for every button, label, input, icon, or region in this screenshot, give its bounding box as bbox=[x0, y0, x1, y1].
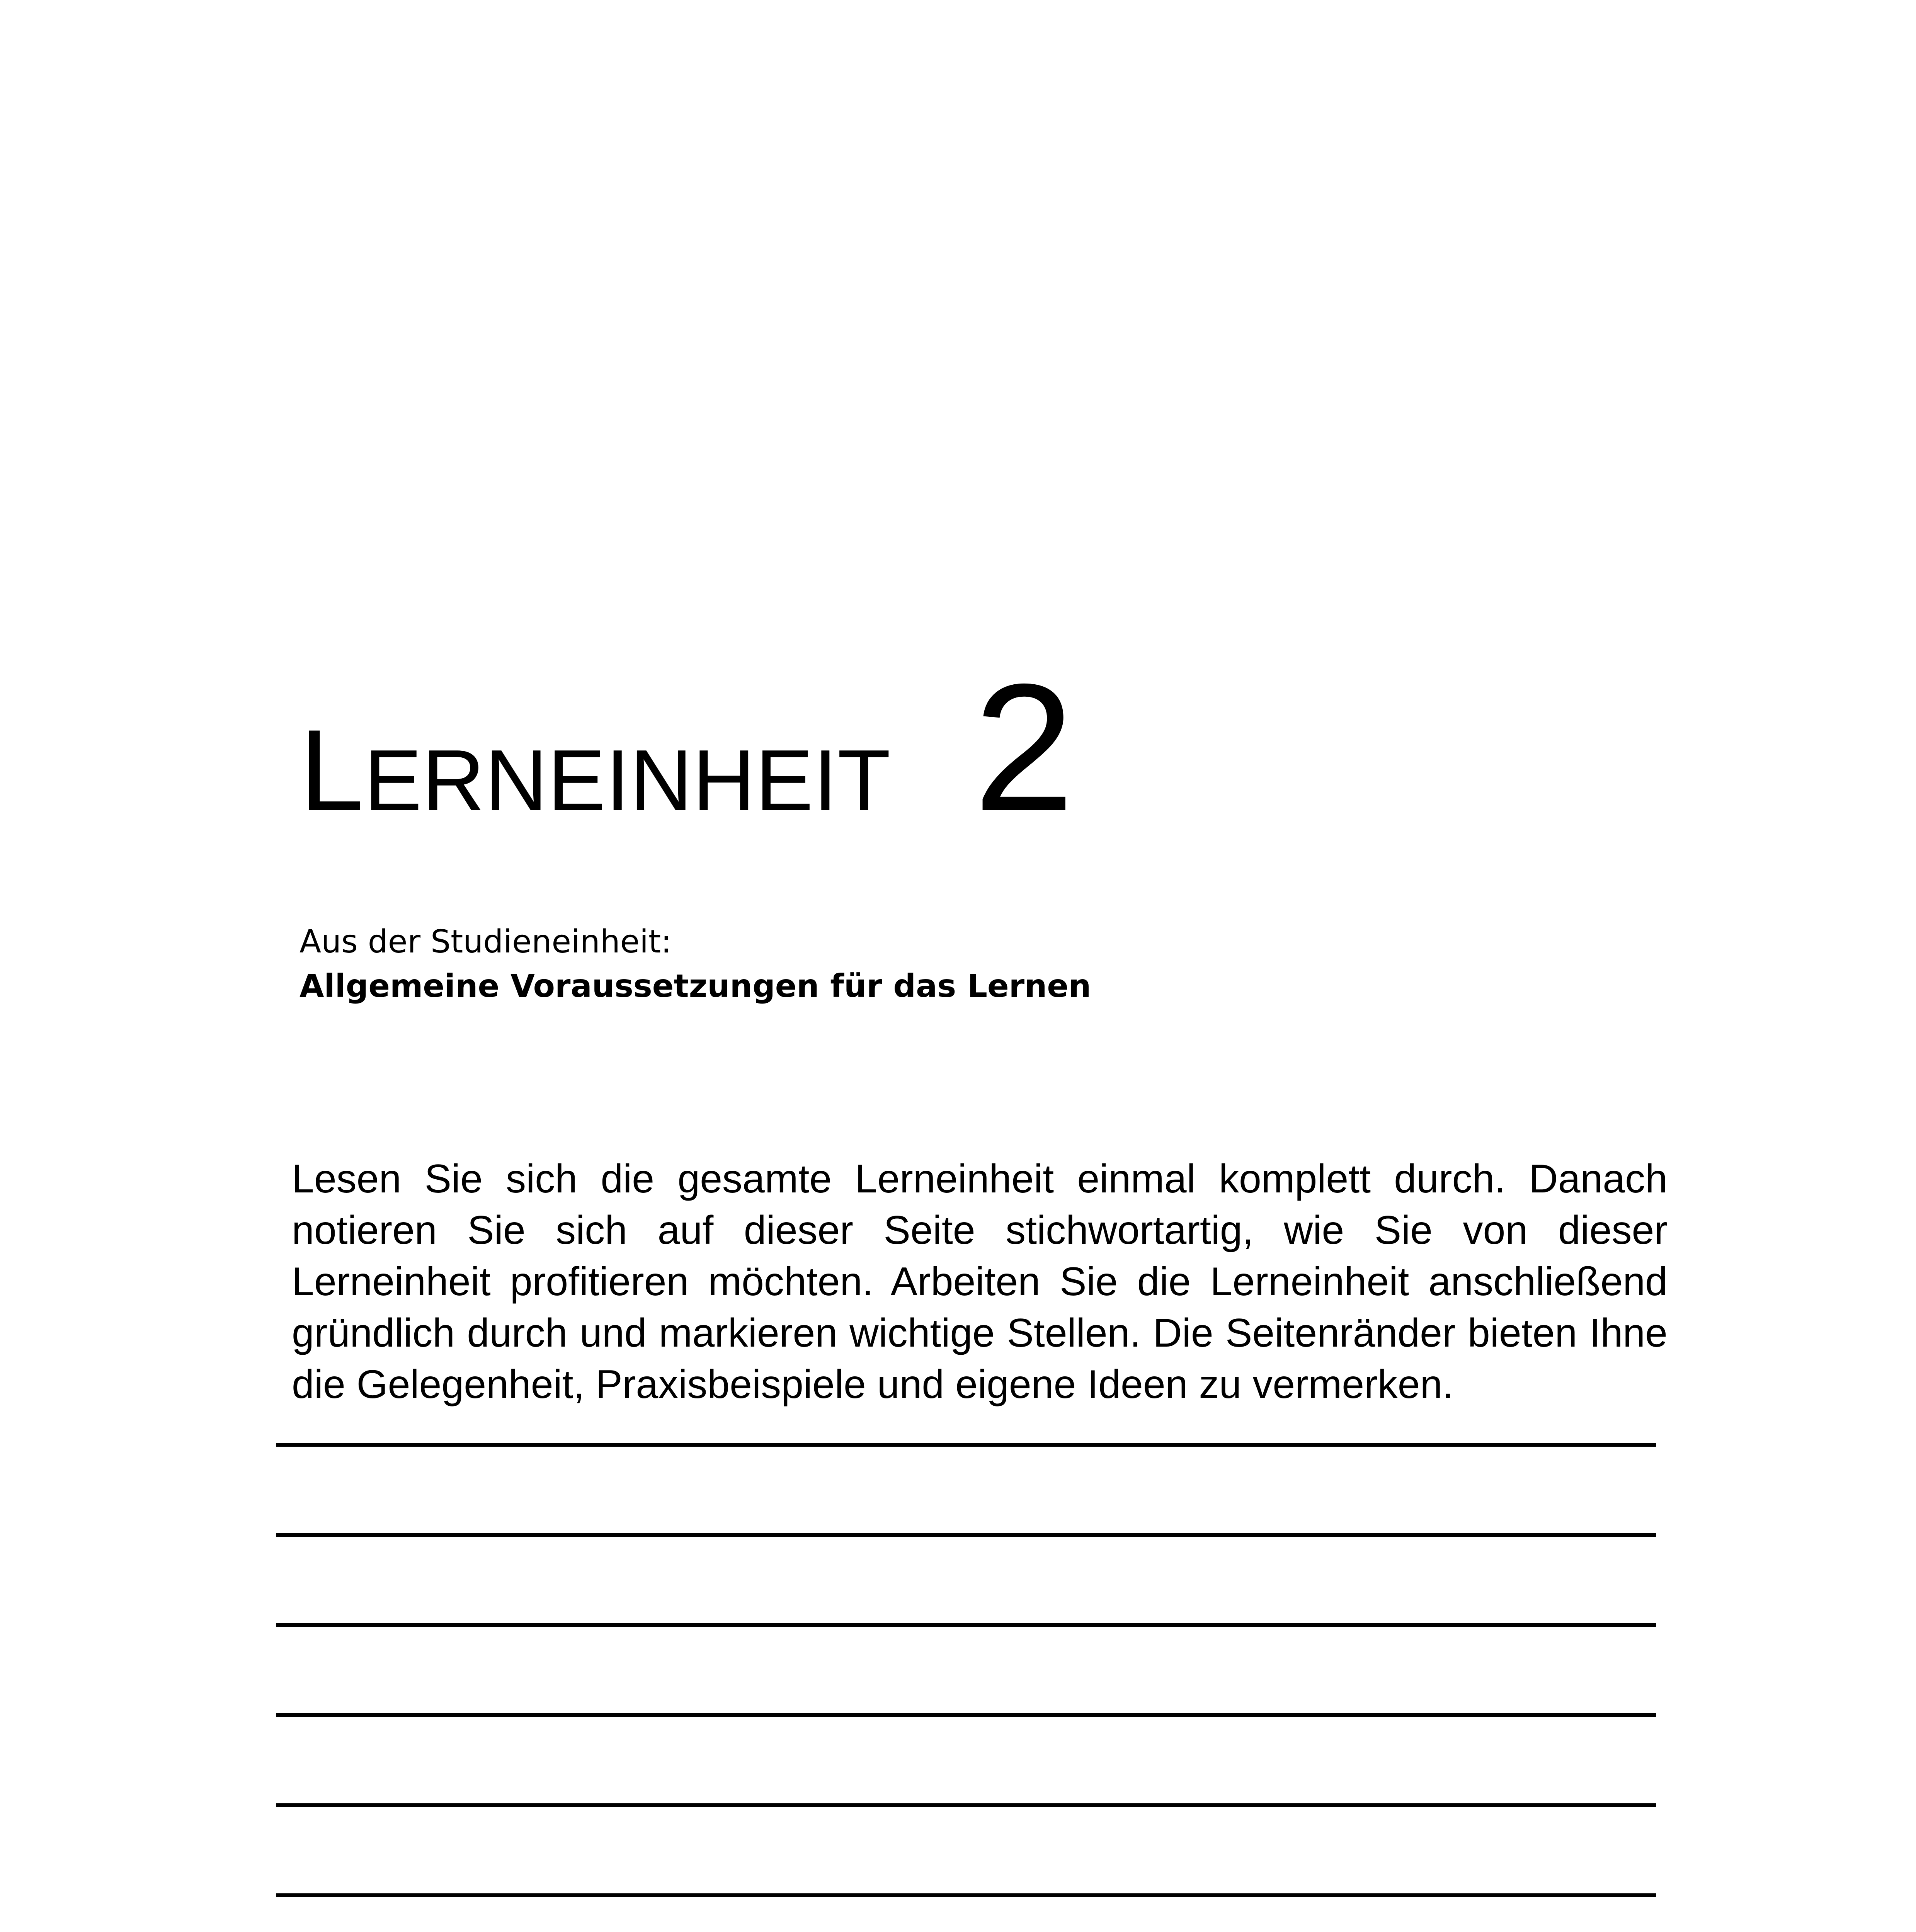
note-line bbox=[276, 1713, 1656, 1717]
chapter-number: 2 bbox=[973, 646, 1075, 849]
source-title: Allgemeine Voraussetzungen für das Lernen bbox=[299, 968, 1091, 1005]
chapter-heading-word bbox=[299, 705, 891, 835]
note-line bbox=[276, 1803, 1656, 1807]
chapter-heading bbox=[299, 646, 1075, 849]
instructions-paragraph: Lesen Sie sich die gesamte Lerneinheit einmal komplett durch. Danach notieren Sie sich auf dieser Seite stichwortartig, wie Sie von dieser Lerneinheit profitieren möchten. Arbeiten Sie die Lerneinheit anschließend gründlich durch und markieren wichtige Stellen. Die Seitenränder bieten Ihne die Gelegenheit, Praxisbeispiele und eigene Ideen zu vermerken. bbox=[292, 1156, 1668, 1407]
chapter-heading-initial: L bbox=[299, 705, 364, 835]
note-line bbox=[276, 1443, 1656, 1447]
note-line bbox=[276, 1533, 1656, 1537]
note-line bbox=[276, 1893, 1656, 1897]
note-line bbox=[276, 1623, 1656, 1627]
source-label: Aus der Studieneinheit: bbox=[299, 923, 672, 960]
chapter-heading-rest: ERNEINHEIT bbox=[364, 731, 891, 829]
